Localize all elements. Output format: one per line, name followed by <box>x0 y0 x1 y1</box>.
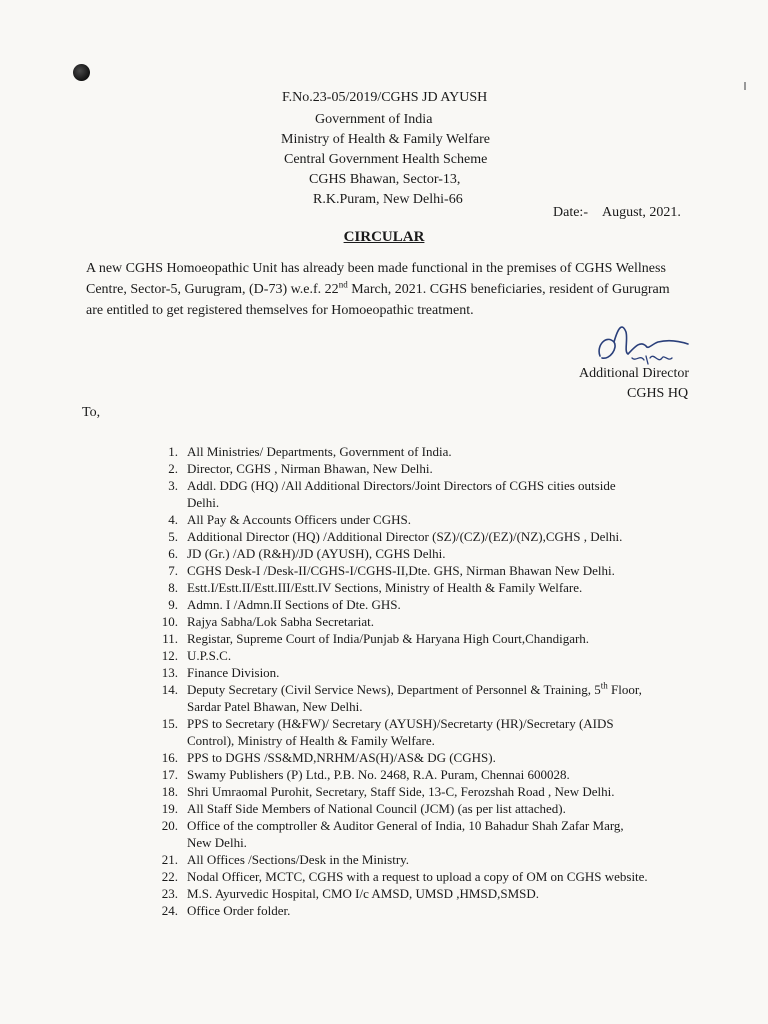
file-number: F.No.23-05/2019/CGHS JD AYUSH <box>282 90 488 105</box>
list-item-text: JD (Gr.) /AD (R&H)/JD (AYUSH), CGHS Delhi. <box>187 546 446 561</box>
to-label: To, <box>82 405 101 420</box>
punch-hole <box>73 64 90 81</box>
list-item-number: 10. <box>161 614 178 629</box>
body-line-3: are entitled to get registered themselves for Homoeopathic treatment. <box>86 303 474 318</box>
list-item <box>136 477 648 511</box>
list-item <box>136 613 648 630</box>
list-item-number: 17. <box>161 767 178 782</box>
list-item-text: Deputy Secretary (Civil Service News), Department of Personnel & Training, 5th Floor, <box>187 680 642 697</box>
list-item-text: Shri Umraomal Purohit, Secretary, Staff Side, 13-C, Ferozshah Road , New Delhi. <box>187 784 615 799</box>
list-item <box>136 681 648 715</box>
signatory-office: CGHS HQ <box>627 386 689 401</box>
list-item-text: Office of the comptroller & Auditor General of India, 10 Bahadur Shah Zafar Marg, <box>187 818 624 833</box>
list-item <box>136 596 648 613</box>
header-scheme: Central Government Health Scheme <box>284 152 488 167</box>
list-item-text: Registar, Supreme Court of India/Punjab & Haryana High Court,Chandigarh. <box>187 631 590 646</box>
list-item-text: New Delhi. <box>187 835 247 850</box>
list-item-number: 6. <box>168 546 178 561</box>
circular-body <box>86 258 686 321</box>
date-value: August, 2021. <box>601 205 681 220</box>
list-item-number: 18. <box>161 784 178 799</box>
list-item <box>136 545 648 562</box>
list-item-number: 1. <box>168 444 178 459</box>
list-item-text: Swamy Publishers (P) Ltd., P.B. No. 2468, R.A. Puram, Chennai 600028. <box>187 767 570 782</box>
list-item <box>136 460 648 477</box>
list-item <box>136 885 648 902</box>
list-item-number: 8. <box>168 580 178 595</box>
list-item-text: Nodal Officer, MCTC, CGHS with a request to upload a copy of OM on CGHS website. <box>187 869 648 884</box>
list-item-number: 9. <box>168 597 178 612</box>
list-item-text: CGHS Desk-I /Desk-II/CGHS-I/CGHS-II,Dte. GHS, Nirman Bhawan New Delhi. <box>187 563 615 578</box>
header-ministry: Ministry of Health & Family Welfare <box>281 132 490 147</box>
header-bhawan: CGHS Bhawan, Sector-13, <box>309 172 461 187</box>
list-item-text: Estt.I/Estt.II/Estt.III/Estt.IV Sections, Ministry of Health & Family Welfare. <box>187 580 583 595</box>
page-edge-mark <box>744 82 746 90</box>
list-item-text: Additional Director (HQ) /Additional Director (SZ)/(CZ)/(EZ)/(NZ),CGHS , Delhi. <box>187 529 623 544</box>
list-item <box>136 443 648 460</box>
list-item-text: PPS to Secretary (H&FW)/ Secretary (AYUSH)/Secretarty (HR)/Secretary (AIDS <box>187 716 614 731</box>
list-item-number: 5. <box>168 529 178 544</box>
page-title: CIRCULAR <box>343 229 425 245</box>
list-item <box>136 715 648 749</box>
list-item <box>136 630 648 647</box>
list-item <box>136 800 648 817</box>
list-item-text: All Offices /Sections/Desk in the Ministry. <box>187 852 410 867</box>
list-item-text: U.P.S.C. <box>187 648 232 663</box>
list-item-text: PPS to DGHS /SS&MD,NRHM/AS(H)/AS& DG (CGHS). <box>187 750 496 765</box>
list-item <box>136 511 648 528</box>
list-item <box>136 528 648 545</box>
list-item <box>136 562 648 579</box>
list-item-text: Delhi. <box>187 495 220 510</box>
signatory-designation: Additional Director <box>579 366 690 381</box>
list-item <box>136 851 648 868</box>
body-line-1: A new CGHS Homoeopathic Unit has already been made functional in the premises of CGHS Wellness <box>86 261 666 276</box>
list-item-text: Addl. DDG (HQ) /All Additional Directors/Joint Directors of CGHS cities outside <box>187 478 616 493</box>
list-item-number: 11. <box>162 631 178 646</box>
recipient-list <box>136 443 648 919</box>
header-address: R.K.Puram, New Delhi-66 <box>313 192 463 207</box>
list-item-text: Director, CGHS , Nirman Bhawan, New Delhi. <box>187 461 433 476</box>
date-label: Date:- <box>553 205 588 220</box>
list-item <box>136 749 648 766</box>
date-line <box>553 205 681 221</box>
list-item <box>136 817 648 851</box>
list-item-number: 22. <box>161 869 178 884</box>
list-item-number: 15. <box>161 716 178 731</box>
body-line-2: Centre, Sector-5, Gurugram, (D-73) w.e.f. 22nd March, 2021. CGHS beneficiaries, resident of Gurugram <box>86 279 670 297</box>
list-item <box>136 783 648 800</box>
list-item <box>136 664 648 681</box>
list-item <box>136 579 648 596</box>
list-item-text: M.S. Ayurvedic Hospital, CMO I/c AMSD, UMSD ,HMSD,SMSD. <box>187 886 540 901</box>
list-item-number: 14. <box>161 682 178 697</box>
list-item <box>136 902 648 919</box>
list-item-text: All Ministries/ Departments, Government of India. <box>187 444 452 459</box>
list-item <box>136 647 648 664</box>
list-item-number: 20. <box>161 818 178 833</box>
list-item-number: 16. <box>161 750 178 765</box>
list-item-text: Rajya Sabha/Lok Sabha Secretariat. <box>187 614 374 629</box>
list-item-number: 13. <box>161 665 178 680</box>
list-item-text: Finance Division. <box>187 665 280 680</box>
header-government: Government of India <box>315 112 433 127</box>
list-item-text: Admn. I /Admn.II Sections of Dte. GHS. <box>187 597 401 612</box>
list-item-number: 7. <box>168 563 178 578</box>
list-item-number: 19. <box>161 801 178 816</box>
list-item-number: 23. <box>161 886 178 901</box>
list-item-text: Control), Ministry of Health & Family Welfare. <box>187 733 435 748</box>
list-item-text: Sardar Patel Bhawan, New Delhi. <box>187 699 363 714</box>
list-item-number: 3. <box>168 478 178 493</box>
list-item-text: All Pay & Accounts Officers under CGHS. <box>187 512 411 527</box>
list-item-text: Office Order folder. <box>187 903 291 918</box>
list-item <box>136 766 648 783</box>
list-item-number: 21. <box>161 852 178 867</box>
list-item-number: 4. <box>168 512 178 527</box>
list-item-text: All Staff Side Members of National Council (JCM) (as per list attached). <box>187 801 566 816</box>
list-item <box>136 868 648 885</box>
list-item-number: 12. <box>161 648 178 663</box>
list-item-number: 24. <box>161 903 178 918</box>
list-item-number: 2. <box>168 461 178 476</box>
